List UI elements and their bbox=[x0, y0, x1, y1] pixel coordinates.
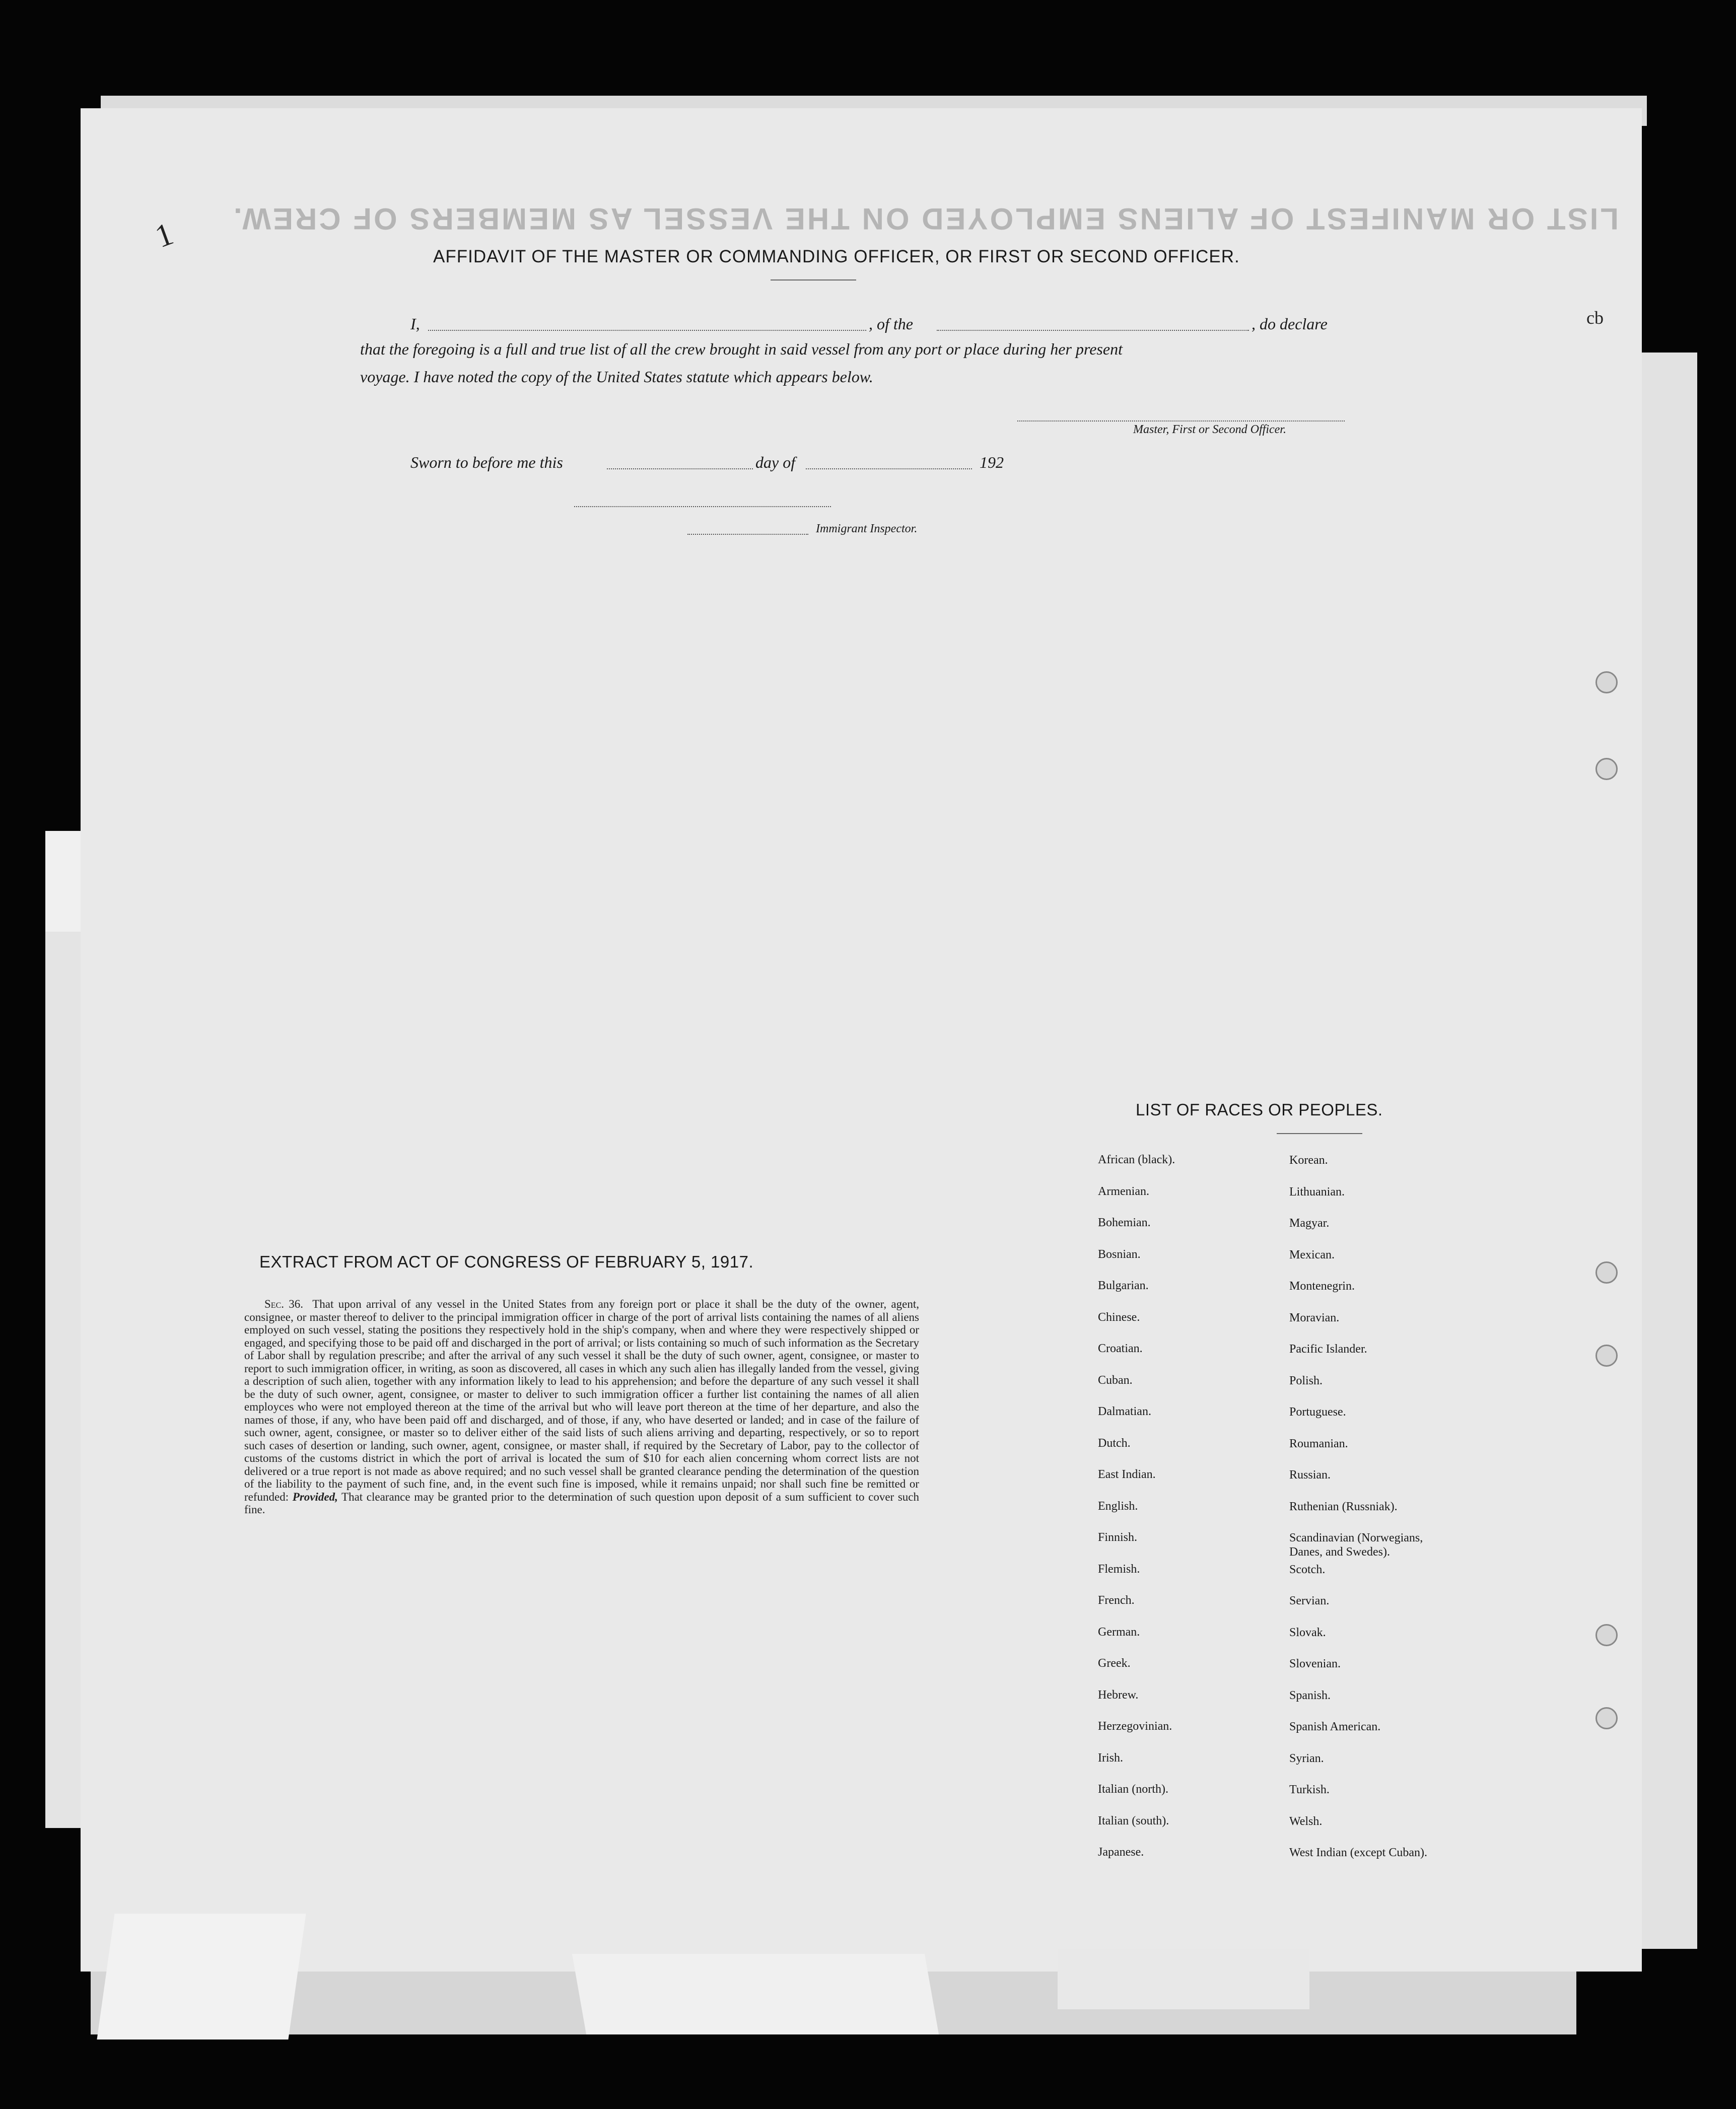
race-row bbox=[1098, 1279, 1551, 1311]
race-right-entry: Pacific Islander. bbox=[1289, 1343, 1367, 1356]
torn-paper-edge bbox=[572, 1954, 939, 2034]
race-row bbox=[1098, 1689, 1551, 1720]
race-left-entry: East Indian. bbox=[1098, 1468, 1156, 1481]
race-right-entry: Korean. bbox=[1289, 1154, 1328, 1167]
extract-text-part2: That clearance may be granted prior to the determination of such question upon deposit of a sum sufficient to cover such fine. bbox=[244, 1490, 919, 1516]
races-title-rule bbox=[1277, 1133, 1362, 1134]
race-row bbox=[1098, 1720, 1551, 1751]
affidavit-line-3: voyage. I have noted the copy of the United States statute which appears below. bbox=[360, 368, 873, 386]
sworn-day-blank bbox=[607, 468, 753, 469]
signature-caption: Master, First or Second Officer. bbox=[1133, 423, 1286, 436]
punch-hole bbox=[1595, 671, 1618, 693]
race-row bbox=[1098, 1153, 1551, 1185]
inspector-line-1 bbox=[574, 506, 831, 507]
extract-body bbox=[244, 1298, 919, 1516]
race-right-entry: Slovak. bbox=[1289, 1626, 1326, 1639]
race-left-entry: Flemish. bbox=[1098, 1562, 1140, 1576]
race-right-entry: Portuguese. bbox=[1289, 1405, 1346, 1419]
race-right-entry: Scotch. bbox=[1289, 1563, 1326, 1576]
affidavit-do-declare: , do declare bbox=[1252, 315, 1328, 333]
race-left-entry: Italian (south). bbox=[1098, 1814, 1169, 1827]
extract-proviso: Provided, bbox=[292, 1490, 338, 1503]
race-right-entry: Mexican. bbox=[1289, 1248, 1335, 1261]
race-left-entry: Japanese. bbox=[1098, 1846, 1144, 1859]
sworn-month-blank bbox=[806, 468, 972, 469]
race-row bbox=[1098, 1626, 1551, 1657]
affidavit-title: AFFIDAVIT OF THE MASTER OR COMMANDING OFFICER, OR FIRST OR SECOND OFFICER. bbox=[433, 247, 1240, 266]
race-right-entry: Roumanian. bbox=[1289, 1437, 1348, 1450]
margin-mark-top-left: 1 bbox=[150, 215, 178, 255]
race-right-entry: Syrian. bbox=[1289, 1751, 1324, 1765]
affidavit-vessel-blank bbox=[937, 330, 1249, 331]
torn-paper-edge bbox=[97, 1914, 306, 2040]
races-list bbox=[1098, 1153, 1551, 1877]
race-row bbox=[1098, 1248, 1551, 1280]
race-right-entry: Turkish. bbox=[1289, 1783, 1330, 1796]
affidavit-line-2: that the foregoing is a full and true list of all the crew brought in said vessel from any port or place during her present bbox=[360, 340, 1123, 358]
race-right-entry: Scandinavian (Norwegians, Danes, and Swedes). bbox=[1289, 1531, 1423, 1559]
punch-hole bbox=[1595, 1345, 1618, 1367]
race-left-entry: French. bbox=[1098, 1594, 1135, 1607]
race-left-entry: Greek. bbox=[1098, 1657, 1131, 1670]
race-right-entry: Spanish American. bbox=[1289, 1720, 1381, 1733]
race-row bbox=[1098, 1846, 1551, 1877]
race-row bbox=[1098, 1437, 1551, 1468]
race-left-entry: Dalmatian. bbox=[1098, 1405, 1151, 1418]
race-row bbox=[1098, 1468, 1551, 1500]
race-right-entry: Moravian. bbox=[1289, 1311, 1340, 1324]
ghost-mirrored-title: LIST OR MANIFEST OF ALIENS EMPLOYED ON THE VESSEL AS MEMBERS OF CREW. bbox=[232, 202, 1619, 236]
race-row bbox=[1098, 1594, 1551, 1626]
race-row bbox=[1098, 1405, 1551, 1437]
race-left-entry: Bulgarian. bbox=[1098, 1279, 1149, 1292]
sworn-day-of: day of bbox=[755, 453, 796, 471]
race-left-entry: Croatian. bbox=[1098, 1342, 1143, 1355]
affidavit-title-rule bbox=[771, 279, 856, 280]
race-row bbox=[1098, 1783, 1551, 1814]
races-title: LIST OF RACES OR PEOPLES. bbox=[1136, 1100, 1383, 1119]
inspector-line-2 bbox=[687, 534, 808, 535]
sworn-year: 192 bbox=[980, 453, 1004, 471]
race-row bbox=[1098, 1751, 1551, 1783]
signature-line bbox=[1017, 420, 1345, 421]
race-left-entry: Italian (north). bbox=[1098, 1783, 1168, 1796]
race-row bbox=[1098, 1311, 1551, 1343]
extract-title: EXTRACT FROM ACT OF CONGRESS OF FEBRUARY 5, 1917. bbox=[259, 1252, 754, 1271]
race-row bbox=[1098, 1342, 1551, 1374]
race-right-entry: Lithuanian. bbox=[1289, 1185, 1345, 1199]
extract-text-part1: That upon arrival of any vessel in the United States from any foreign port or place it shall be the duty of the owner, agent, consignee, or master thereof to deliver to the principal immigration officer in charge of the port of arrival lists containing the names of all aliens employed on such vessel, stating the positions they respectively hold in the ship's company, when and where they were respectively shipped or engaged, and specifying those to be paid off and discharged in the port of arrival; or lists containing so much of such information as the Secretary of Labor shall by regulation prescribe; and after the arrival of any such vessel it shall be the duty of such owner, agent, consignee, or master to report to such immigration officer, in writing, as soon as discovered, all cases in which any such alien has illegally landed from the vessel, giving a description of such alien, together with any information likely to lead to his apprehension; and before the departure of any such vessel it shall be the duty of such owner, agent, consignee, or master to deliver to such immigration officer a further list containing the names of all alien employces who were not employed thereon at the time of the arrival but who will leave port thereon at the time of her departure, and also the names of those, if any, who have been paid off and discharged, and of those, if any, who have deserted or landed; and in case of the failure of such owner, agent, consignee, or master so to deliver either of the said lists of such aliens arriving and departing, respectively, or so to report such cases of desertion or landing, such owner, agent, consignee, or master shall, if required by the Secretary of Labor, pay to the collector of customs of the customs district in which the port of arrival is located the sum of $10 for each alien concerning whom correct lists are not delivered or a true report is not made as above required; and no such vessel shall be granted clearance pending the determination of the question of the liability to the payment of such fine, and, in the event such fine is imposed, while it remains unpaid; nor shall such fine be remitted or refunded: bbox=[244, 1298, 919, 1503]
torn-paper-edge bbox=[1058, 1949, 1309, 2009]
punch-hole bbox=[1595, 758, 1618, 780]
margin-mark-right: cb bbox=[1586, 308, 1604, 328]
race-left-entry: Cuban. bbox=[1098, 1373, 1133, 1387]
race-row bbox=[1098, 1216, 1551, 1248]
race-row bbox=[1098, 1374, 1551, 1405]
race-left-entry: Dutch. bbox=[1098, 1436, 1131, 1450]
race-left-entry: Bohemian. bbox=[1098, 1216, 1151, 1229]
extract-section-label: Sec. 36. bbox=[264, 1298, 304, 1310]
affidavit-of-the: , of the bbox=[869, 315, 913, 333]
race-left-entry: Armenian. bbox=[1098, 1184, 1149, 1198]
affidavit-name-blank bbox=[428, 330, 866, 331]
race-left-entry: Irish. bbox=[1098, 1751, 1123, 1765]
race-left-entry: Chinese. bbox=[1098, 1310, 1140, 1324]
race-right-entry: Russian. bbox=[1289, 1468, 1331, 1482]
race-row bbox=[1098, 1185, 1551, 1217]
race-row bbox=[1098, 1531, 1551, 1563]
inspector-caption: Immigrant Inspector. bbox=[816, 522, 918, 535]
race-right-entry: Montenegrin. bbox=[1289, 1280, 1355, 1293]
affidavit-i: I, bbox=[410, 315, 420, 333]
punch-hole bbox=[1595, 1624, 1618, 1646]
race-row bbox=[1098, 1563, 1551, 1594]
race-right-entry: Ruthenian (Russniak). bbox=[1289, 1500, 1398, 1513]
race-right-entry: Polish. bbox=[1289, 1374, 1323, 1387]
race-right-entry: Slovenian. bbox=[1289, 1657, 1341, 1670]
race-left-entry: Bosnian. bbox=[1098, 1247, 1141, 1261]
race-left-entry: Hebrew. bbox=[1098, 1688, 1139, 1702]
race-right-entry: Servian. bbox=[1289, 1594, 1330, 1607]
race-row bbox=[1098, 1814, 1551, 1846]
punch-hole bbox=[1595, 1261, 1618, 1284]
race-row bbox=[1098, 1500, 1551, 1531]
manifest-page bbox=[81, 108, 1642, 1972]
race-left-entry: African (black). bbox=[1098, 1153, 1175, 1166]
race-left-entry: Herzegovinian. bbox=[1098, 1720, 1172, 1733]
race-right-entry: Spanish. bbox=[1289, 1689, 1331, 1702]
sworn-text: Sworn to before me this bbox=[410, 453, 563, 471]
race-row bbox=[1098, 1657, 1551, 1689]
race-right-entry: Magyar. bbox=[1289, 1217, 1330, 1230]
punch-hole bbox=[1595, 1707, 1618, 1729]
race-right-entry: West Indian (except Cuban). bbox=[1289, 1846, 1427, 1859]
race-right-entry: Welsh. bbox=[1289, 1814, 1323, 1828]
race-left-entry: English. bbox=[1098, 1499, 1138, 1513]
race-left-entry: German. bbox=[1098, 1625, 1140, 1639]
race-left-entry: Finnish. bbox=[1098, 1531, 1138, 1544]
